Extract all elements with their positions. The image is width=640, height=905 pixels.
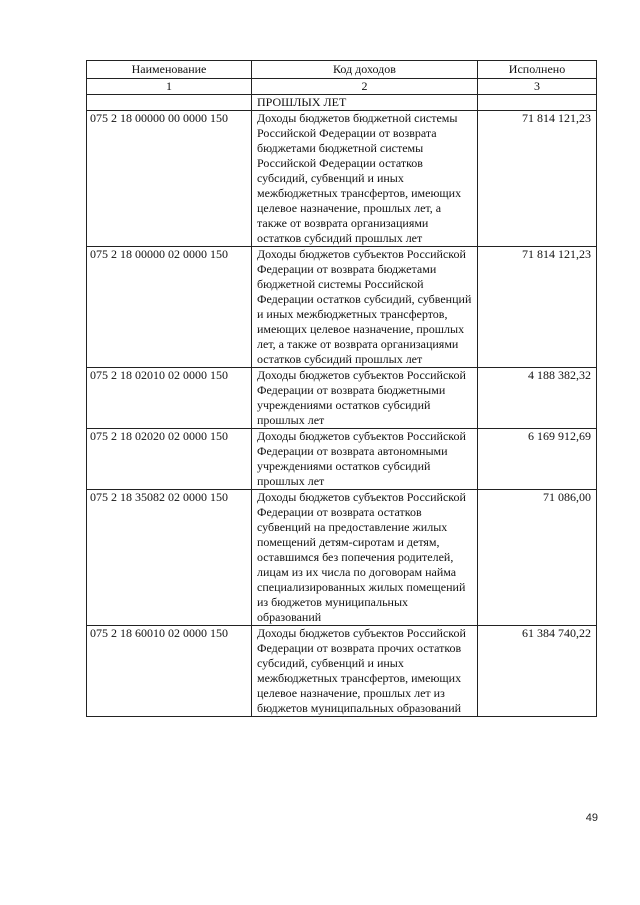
header-revenue-code: Код доходов [252, 61, 478, 79]
row-code: 075 2 18 35082 02 0000 150 [87, 490, 252, 626]
table-row [87, 626, 597, 717]
table-row [87, 490, 597, 626]
table-header-row [87, 61, 597, 79]
row-amount: 71 814 121,23 [478, 111, 597, 247]
row-amount: 4 188 382,32 [478, 368, 597, 429]
row-amount [478, 95, 597, 111]
row-amount: 71 086,00 [478, 490, 597, 626]
header-executed: Исполнено [478, 61, 597, 79]
column-number-row [87, 79, 597, 95]
table-row [87, 95, 597, 111]
row-code: 075 2 18 60010 02 0000 150 [87, 626, 252, 717]
row-name: Доходы бюджетов субъектов Российской Федерации от возврата прочих остатков субсидий, субвенций и иных межбюджетных трансфертов, имеющих целевое назначение, прошлых лет из бюджетов муниципальных образований [252, 626, 478, 717]
table-row [87, 429, 597, 490]
row-name: Доходы бюджетов субъектов Российской Федерации от возврата бюджетами бюджетной системы Российской Федерации остатков субсидий, субвенций и иных межбюджетных трансфертов, имеющих целевое назначение, прошлых лет, а также от возврата организациями остатков субсидий прошлых лет [252, 247, 478, 368]
revenue-table [86, 60, 597, 717]
row-name: Доходы бюджетов субъектов Российской Федерации от возврата бюджетными учреждениями остатков субсидий прошлых лет [252, 368, 478, 429]
row-name: Доходы бюджетов бюджетной системы Российской Федерации от возврата бюджетами бюджетной системы Российской Федерации остатков субсидий, субвенций и иных межбюджетных трансфертов, имеющих целевое назначение, прошлых лет, а также от возврата организациями остатков субсидий прошлых лет [252, 111, 478, 247]
row-name: ПРОШЛЫХ ЛЕТ [252, 95, 478, 111]
row-amount: 6 169 912,69 [478, 429, 597, 490]
table-row [87, 368, 597, 429]
row-code: 075 2 18 02020 02 0000 150 [87, 429, 252, 490]
row-amount: 61 384 740,22 [478, 626, 597, 717]
row-name: Доходы бюджетов субъектов Российской Федерации от возврата автономными учреждениями остатков субсидий прошлых лет [252, 429, 478, 490]
header-name: Наименование [87, 61, 252, 79]
page-number: 49 [585, 812, 598, 824]
row-code [87, 95, 252, 111]
row-name: Доходы бюджетов субъектов Российской Федерации от возврата остатков субвенций на предоставление жилых помещений детям-сиротам и детям, оставшимся без попечения родителей, лицам из их числа по договорам найма специализированных жилых помещений из бюджетов муниципальных образований [252, 490, 478, 626]
column-number: 2 [252, 79, 478, 95]
row-code: 075 2 18 02010 02 0000 150 [87, 368, 252, 429]
table-row [87, 111, 597, 247]
row-code: 075 2 18 00000 00 0000 150 [87, 111, 252, 247]
column-number: 3 [478, 79, 597, 95]
row-amount: 71 814 121,23 [478, 247, 597, 368]
table-row [87, 247, 597, 368]
row-code: 075 2 18 00000 02 0000 150 [87, 247, 252, 368]
column-number: 1 [87, 79, 252, 95]
